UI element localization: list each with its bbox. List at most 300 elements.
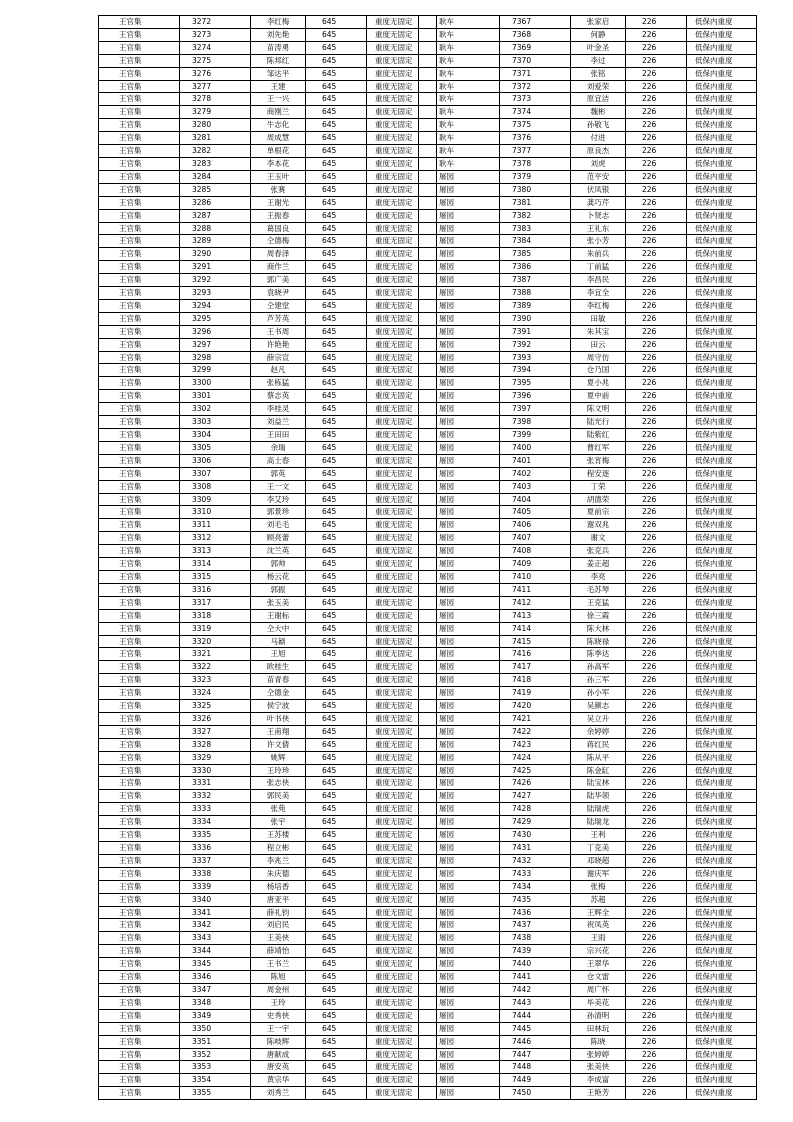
amount-cell: 645 bbox=[306, 842, 367, 855]
amount-cell: 645 bbox=[306, 751, 367, 764]
name-cell: 陈晓禄 bbox=[571, 635, 626, 648]
name-cell: 唐亚平 bbox=[251, 893, 306, 906]
name-cell: 张志侠 bbox=[251, 777, 306, 790]
category-cell: 低保内重度 bbox=[687, 467, 757, 480]
table-row bbox=[419, 648, 757, 661]
name-cell: 朱前兵 bbox=[571, 248, 626, 261]
area-cell: 王官集 bbox=[99, 777, 180, 790]
area-cell: 屠园 bbox=[419, 932, 500, 945]
amount-cell: 645 bbox=[306, 274, 367, 287]
category-cell: 重度无固定 bbox=[367, 390, 437, 403]
category-cell: 重度无固定 bbox=[367, 700, 437, 713]
number-cell: 7373 bbox=[500, 93, 571, 106]
table-row bbox=[99, 790, 437, 803]
category-cell: 重度无固定 bbox=[367, 725, 437, 738]
area-cell: 屠园 bbox=[419, 945, 500, 958]
category-cell: 重度无固定 bbox=[367, 299, 437, 312]
amount-cell: 226 bbox=[626, 132, 687, 145]
area-cell: 耿车 bbox=[419, 28, 500, 41]
table-row bbox=[99, 545, 437, 558]
table-row bbox=[419, 635, 757, 648]
amount-cell: 226 bbox=[626, 1009, 687, 1022]
number-cell: 3293 bbox=[180, 287, 251, 300]
table-row bbox=[419, 906, 757, 919]
category-cell: 低保内重度 bbox=[687, 261, 757, 274]
category-cell: 重度无固定 bbox=[367, 429, 437, 442]
name-cell: 孙三军 bbox=[571, 674, 626, 687]
number-cell: 3298 bbox=[180, 351, 251, 364]
category-cell: 重度无固定 bbox=[367, 648, 437, 661]
number-cell: 7407 bbox=[500, 532, 571, 545]
number-cell: 3353 bbox=[180, 1061, 251, 1074]
amount-cell: 226 bbox=[626, 687, 687, 700]
table-row bbox=[419, 132, 757, 145]
area-cell: 王官集 bbox=[99, 145, 180, 158]
name-cell: 刘益兰 bbox=[251, 416, 306, 429]
amount-cell: 645 bbox=[306, 132, 367, 145]
category-cell: 低保内重度 bbox=[687, 648, 757, 661]
amount-cell: 645 bbox=[306, 893, 367, 906]
number-cell: 7413 bbox=[500, 609, 571, 622]
number-cell: 3305 bbox=[180, 441, 251, 454]
table-row bbox=[419, 480, 757, 493]
area-cell: 屠园 bbox=[419, 403, 500, 416]
number-cell: 3284 bbox=[180, 170, 251, 183]
number-cell: 7404 bbox=[500, 493, 571, 506]
category-cell: 重度无固定 bbox=[367, 854, 437, 867]
table-row bbox=[419, 712, 757, 725]
area-cell: 耿车 bbox=[419, 119, 500, 132]
number-cell: 3348 bbox=[180, 996, 251, 1009]
amount-cell: 645 bbox=[306, 738, 367, 751]
category-cell: 重度无固定 bbox=[367, 145, 437, 158]
number-cell: 7378 bbox=[500, 157, 571, 170]
name-cell: 黄宗华 bbox=[251, 1074, 306, 1087]
name-cell: 王一兴 bbox=[251, 93, 306, 106]
table-row bbox=[419, 829, 757, 842]
amount-cell: 226 bbox=[626, 790, 687, 803]
number-cell: 3297 bbox=[180, 338, 251, 351]
number-cell: 3307 bbox=[180, 467, 251, 480]
number-cell: 7429 bbox=[500, 816, 571, 829]
name-cell: 周守仿 bbox=[571, 351, 626, 364]
amount-cell: 226 bbox=[626, 803, 687, 816]
area-cell: 屠园 bbox=[419, 583, 500, 596]
table-row bbox=[419, 1009, 757, 1022]
name-cell: 苗青春 bbox=[251, 674, 306, 687]
category-cell: 低保内重度 bbox=[687, 377, 757, 390]
amount-cell: 226 bbox=[626, 338, 687, 351]
amount-cell: 645 bbox=[306, 287, 367, 300]
amount-cell: 226 bbox=[626, 712, 687, 725]
name-cell: 张美侠 bbox=[571, 1061, 626, 1074]
area-cell: 屠园 bbox=[419, 364, 500, 377]
area-cell: 王官集 bbox=[99, 106, 180, 119]
number-cell: 7372 bbox=[500, 80, 571, 93]
category-cell: 低保内重度 bbox=[687, 1074, 757, 1087]
amount-cell: 226 bbox=[626, 1035, 687, 1048]
area-cell: 屠园 bbox=[419, 429, 500, 442]
area-cell: 王官集 bbox=[99, 674, 180, 687]
table-row bbox=[419, 338, 757, 351]
number-cell: 7446 bbox=[500, 1035, 571, 1048]
amount-cell: 645 bbox=[306, 467, 367, 480]
table-row bbox=[99, 712, 437, 725]
number-cell: 3285 bbox=[180, 183, 251, 196]
name-cell: 孙清明 bbox=[571, 1009, 626, 1022]
category-cell: 低保内重度 bbox=[687, 1022, 757, 1035]
category-cell: 重度无固定 bbox=[367, 480, 437, 493]
area-cell: 屠园 bbox=[419, 467, 500, 480]
amount-cell: 226 bbox=[626, 519, 687, 532]
name-cell: 丁克美 bbox=[571, 842, 626, 855]
category-cell: 重度无固定 bbox=[367, 1022, 437, 1035]
area-cell: 屠园 bbox=[419, 893, 500, 906]
amount-cell: 645 bbox=[306, 880, 367, 893]
name-cell: 袁晓尹 bbox=[251, 287, 306, 300]
number-cell: 7418 bbox=[500, 674, 571, 687]
table-row bbox=[99, 622, 437, 635]
amount-cell: 645 bbox=[306, 145, 367, 158]
name-cell: 王谢标 bbox=[251, 609, 306, 622]
category-cell: 低保内重度 bbox=[687, 390, 757, 403]
category-cell: 重度无固定 bbox=[367, 106, 437, 119]
number-cell: 7387 bbox=[500, 274, 571, 287]
name-cell: 谢双兆 bbox=[571, 519, 626, 532]
amount-cell: 226 bbox=[626, 906, 687, 919]
table-row bbox=[419, 416, 757, 429]
table-row bbox=[419, 467, 757, 480]
table-row bbox=[419, 545, 757, 558]
table-row bbox=[419, 67, 757, 80]
table-row bbox=[419, 854, 757, 867]
name-cell: 张梅 bbox=[571, 880, 626, 893]
amount-cell: 226 bbox=[626, 364, 687, 377]
table-row bbox=[419, 700, 757, 713]
table-row bbox=[419, 364, 757, 377]
name-cell: 侯宁波 bbox=[251, 700, 306, 713]
number-cell: 7410 bbox=[500, 570, 571, 583]
number-cell: 3281 bbox=[180, 132, 251, 145]
table-row bbox=[99, 1087, 437, 1100]
name-cell: 邹达平 bbox=[251, 67, 306, 80]
number-cell: 3273 bbox=[180, 28, 251, 41]
amount-cell: 226 bbox=[626, 570, 687, 583]
amount-cell: 645 bbox=[306, 351, 367, 364]
amount-cell: 645 bbox=[306, 67, 367, 80]
area-cell: 王官集 bbox=[99, 480, 180, 493]
amount-cell: 226 bbox=[626, 893, 687, 906]
table-row bbox=[99, 1061, 437, 1074]
category-cell: 重度无固定 bbox=[367, 532, 437, 545]
amount-cell: 645 bbox=[306, 41, 367, 54]
table-row bbox=[99, 248, 437, 261]
category-cell: 低保内重度 bbox=[687, 338, 757, 351]
number-cell: 3329 bbox=[180, 751, 251, 764]
table-row bbox=[419, 790, 757, 803]
number-cell: 7420 bbox=[500, 700, 571, 713]
number-cell: 3355 bbox=[180, 1087, 251, 1100]
number-cell: 3326 bbox=[180, 712, 251, 725]
category-cell: 重度无固定 bbox=[367, 261, 437, 274]
area-cell: 屠园 bbox=[419, 854, 500, 867]
amount-cell: 645 bbox=[306, 119, 367, 132]
amount-cell: 226 bbox=[626, 648, 687, 661]
name-cell: 余瑞 bbox=[251, 441, 306, 454]
area-cell: 王官集 bbox=[99, 403, 180, 416]
area-cell: 屠园 bbox=[419, 1074, 500, 1087]
area-cell: 屠园 bbox=[419, 1009, 500, 1022]
category-cell: 重度无固定 bbox=[367, 906, 437, 919]
amount-cell: 226 bbox=[626, 106, 687, 119]
table-row bbox=[99, 364, 437, 377]
name-cell: 叶金圣 bbox=[571, 41, 626, 54]
table-row bbox=[99, 312, 437, 325]
number-cell: 7409 bbox=[500, 558, 571, 571]
name-cell: 王利 bbox=[571, 829, 626, 842]
name-cell: 周广怀 bbox=[571, 983, 626, 996]
number-cell: 3315 bbox=[180, 570, 251, 583]
amount-cell: 226 bbox=[626, 119, 687, 132]
area-cell: 耿车 bbox=[419, 54, 500, 67]
name-cell: 毛苏琴 bbox=[571, 583, 626, 596]
category-cell: 重度无固定 bbox=[367, 41, 437, 54]
number-cell: 7443 bbox=[500, 996, 571, 1009]
area-cell: 屠园 bbox=[419, 416, 500, 429]
amount-cell: 226 bbox=[626, 674, 687, 687]
table-row bbox=[99, 661, 437, 674]
amount-cell: 645 bbox=[306, 54, 367, 67]
category-cell: 重度无固定 bbox=[367, 80, 437, 93]
name-cell: 顾亮蕾 bbox=[251, 532, 306, 545]
table-row bbox=[419, 403, 757, 416]
number-cell: 7412 bbox=[500, 596, 571, 609]
name-cell: 魏彬 bbox=[571, 106, 626, 119]
table-row bbox=[419, 983, 757, 996]
table-row bbox=[99, 287, 437, 300]
amount-cell: 645 bbox=[306, 209, 367, 222]
area-cell: 王官集 bbox=[99, 532, 180, 545]
table-row bbox=[419, 751, 757, 764]
number-cell: 3337 bbox=[180, 854, 251, 867]
table-row bbox=[99, 880, 437, 893]
amount-cell: 645 bbox=[306, 261, 367, 274]
name-cell: 范平安 bbox=[571, 170, 626, 183]
area-cell: 王官集 bbox=[99, 764, 180, 777]
amount-cell: 645 bbox=[306, 364, 367, 377]
table-row bbox=[419, 325, 757, 338]
table-row bbox=[99, 41, 437, 54]
number-cell: 3321 bbox=[180, 648, 251, 661]
area-cell: 屠园 bbox=[419, 570, 500, 583]
area-cell: 屠园 bbox=[419, 235, 500, 248]
number-cell: 3291 bbox=[180, 261, 251, 274]
number-cell: 7374 bbox=[500, 106, 571, 119]
category-cell: 重度无固定 bbox=[367, 403, 437, 416]
area-cell: 屠园 bbox=[419, 674, 500, 687]
table-row bbox=[99, 687, 437, 700]
number-cell: 7369 bbox=[500, 41, 571, 54]
number-cell: 3280 bbox=[180, 119, 251, 132]
name-cell: 唐献成 bbox=[251, 1048, 306, 1061]
area-cell: 屠园 bbox=[419, 545, 500, 558]
table-row bbox=[99, 157, 437, 170]
amount-cell: 645 bbox=[306, 867, 367, 880]
table-row bbox=[419, 1022, 757, 1035]
category-cell: 低保内重度 bbox=[687, 1009, 757, 1022]
category-cell: 重度无固定 bbox=[367, 54, 437, 67]
name-cell: 朱其宝 bbox=[571, 325, 626, 338]
category-cell: 重度无固定 bbox=[367, 1009, 437, 1022]
table-row bbox=[419, 622, 757, 635]
category-cell: 低保内重度 bbox=[687, 80, 757, 93]
area-cell: 耿车 bbox=[419, 132, 500, 145]
number-cell: 7388 bbox=[500, 287, 571, 300]
category-cell: 重度无固定 bbox=[367, 674, 437, 687]
number-cell: 7434 bbox=[500, 880, 571, 893]
area-cell: 王官集 bbox=[99, 80, 180, 93]
area-cell: 屠园 bbox=[419, 648, 500, 661]
category-cell: 重度无固定 bbox=[367, 764, 437, 777]
amount-cell: 226 bbox=[626, 274, 687, 287]
category-cell: 低保内重度 bbox=[687, 712, 757, 725]
name-cell: 陈从平 bbox=[571, 751, 626, 764]
number-cell: 3300 bbox=[180, 377, 251, 390]
category-cell: 重度无固定 bbox=[367, 622, 437, 635]
amount-cell: 226 bbox=[626, 299, 687, 312]
number-cell: 7406 bbox=[500, 519, 571, 532]
name-cell: 李红梅 bbox=[571, 299, 626, 312]
table-row bbox=[99, 519, 437, 532]
category-cell: 低保内重度 bbox=[687, 132, 757, 145]
name-cell: 曹红军 bbox=[571, 441, 626, 454]
name-cell: 薛礼钧 bbox=[251, 906, 306, 919]
category-cell: 重度无固定 bbox=[367, 183, 437, 196]
number-cell: 7367 bbox=[500, 16, 571, 29]
amount-cell: 226 bbox=[626, 467, 687, 480]
category-cell: 重度无固定 bbox=[367, 67, 437, 80]
amount-cell: 645 bbox=[306, 1009, 367, 1022]
number-cell: 3310 bbox=[180, 506, 251, 519]
name-cell: 张宇 bbox=[251, 816, 306, 829]
table-row bbox=[99, 648, 437, 661]
amount-cell: 226 bbox=[626, 480, 687, 493]
number-cell: 7416 bbox=[500, 648, 571, 661]
category-cell: 低保内重度 bbox=[687, 983, 757, 996]
area-cell: 王官集 bbox=[99, 377, 180, 390]
category-cell: 低保内重度 bbox=[687, 532, 757, 545]
table-row bbox=[99, 958, 437, 971]
number-cell: 3279 bbox=[180, 106, 251, 119]
table-row bbox=[99, 1035, 437, 1048]
table-row bbox=[419, 506, 757, 519]
table-row bbox=[419, 880, 757, 893]
amount-cell: 226 bbox=[626, 1087, 687, 1100]
area-cell: 王官集 bbox=[99, 222, 180, 235]
area-cell: 王官集 bbox=[99, 441, 180, 454]
area-cell: 屠园 bbox=[419, 996, 500, 1009]
number-cell: 7376 bbox=[500, 132, 571, 145]
amount-cell: 226 bbox=[626, 170, 687, 183]
name-cell: 夏前宗 bbox=[571, 506, 626, 519]
name-cell: 吴颜志 bbox=[571, 700, 626, 713]
name-cell: 王建 bbox=[251, 80, 306, 93]
category-cell: 低保内重度 bbox=[687, 145, 757, 158]
name-cell: 李成富 bbox=[571, 1074, 626, 1087]
table-row bbox=[419, 674, 757, 687]
area-cell: 王官集 bbox=[99, 274, 180, 287]
category-cell: 低保内重度 bbox=[687, 287, 757, 300]
amount-cell: 226 bbox=[626, 635, 687, 648]
category-cell: 重度无固定 bbox=[367, 287, 437, 300]
amount-cell: 226 bbox=[626, 1048, 687, 1061]
amount-cell: 226 bbox=[626, 80, 687, 93]
table-row bbox=[99, 351, 437, 364]
table-row bbox=[99, 932, 437, 945]
name-cell: 徐三霞 bbox=[571, 609, 626, 622]
amount-cell: 645 bbox=[306, 764, 367, 777]
amount-cell: 645 bbox=[306, 28, 367, 41]
number-cell: 3275 bbox=[180, 54, 251, 67]
category-cell: 重度无固定 bbox=[367, 338, 437, 351]
name-cell: 王美侠 bbox=[251, 932, 306, 945]
amount-cell: 645 bbox=[306, 1048, 367, 1061]
name-cell: 原良杰 bbox=[571, 145, 626, 158]
number-cell: 3340 bbox=[180, 893, 251, 906]
category-cell: 低保内重度 bbox=[687, 299, 757, 312]
amount-cell: 226 bbox=[626, 16, 687, 29]
amount-cell: 645 bbox=[306, 390, 367, 403]
area-cell: 屠园 bbox=[419, 700, 500, 713]
amount-cell: 645 bbox=[306, 170, 367, 183]
name-cell: 程安逐 bbox=[571, 467, 626, 480]
name-cell: 薛宗宣 bbox=[251, 351, 306, 364]
table-row bbox=[99, 80, 437, 93]
area-cell: 王官集 bbox=[99, 454, 180, 467]
area-cell: 屠园 bbox=[419, 532, 500, 545]
area-cell: 王官集 bbox=[99, 364, 180, 377]
amount-cell: 226 bbox=[626, 54, 687, 67]
table-row bbox=[99, 777, 437, 790]
area-cell: 屠园 bbox=[419, 829, 500, 842]
name-cell: 郭英 bbox=[251, 467, 306, 480]
number-cell: 7442 bbox=[500, 983, 571, 996]
amount-cell: 645 bbox=[306, 777, 367, 790]
amount-cell: 226 bbox=[626, 583, 687, 596]
number-cell: 3299 bbox=[180, 364, 251, 377]
table-row bbox=[99, 945, 437, 958]
area-cell: 耿车 bbox=[419, 145, 500, 158]
area-cell: 王官集 bbox=[99, 312, 180, 325]
category-cell: 重度无固定 bbox=[367, 558, 437, 571]
table-row bbox=[99, 738, 437, 751]
area-cell: 王官集 bbox=[99, 661, 180, 674]
number-cell: 3306 bbox=[180, 454, 251, 467]
name-cell: 田云 bbox=[571, 338, 626, 351]
number-cell: 3336 bbox=[180, 842, 251, 855]
table-row bbox=[99, 377, 437, 390]
category-cell: 重度无固定 bbox=[367, 919, 437, 932]
table-row bbox=[99, 506, 437, 519]
name-cell: 张宵梅 bbox=[571, 454, 626, 467]
name-cell: 陈大林 bbox=[571, 622, 626, 635]
name-cell: 王玲珍 bbox=[251, 764, 306, 777]
area-cell: 屠园 bbox=[419, 480, 500, 493]
table-row bbox=[99, 429, 437, 442]
category-cell: 低保内重度 bbox=[687, 687, 757, 700]
number-cell: 7426 bbox=[500, 777, 571, 790]
name-cell: 许艳艳 bbox=[251, 338, 306, 351]
